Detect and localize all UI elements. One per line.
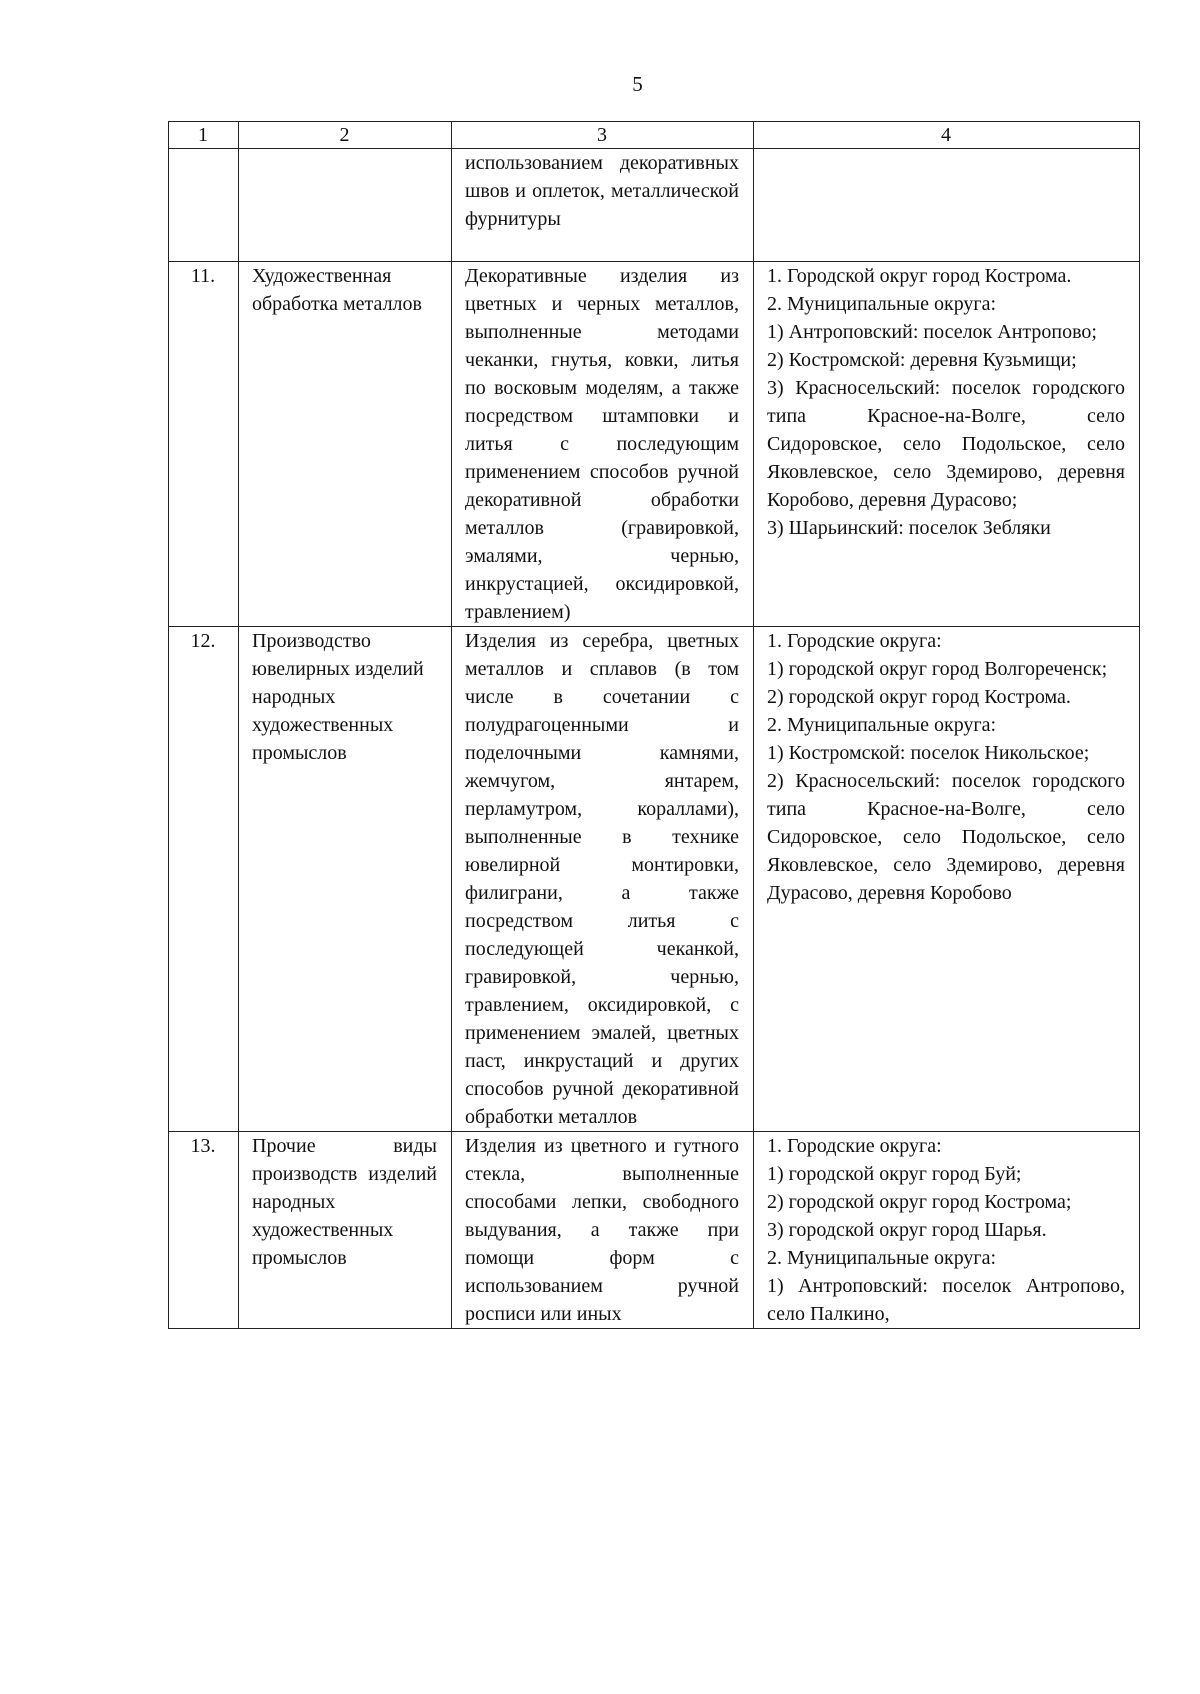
row-number: 11. [169, 262, 239, 627]
craft-products: использованием декоративных швов и оплеток, металлической фурнитуры [452, 149, 754, 262]
craft-products: Изделия из серебра, цветных металлов и сплавов (в том числе в сочетании с полудрагоценными и поделочными камнями, жемчугом, янтарем, перламутром, кораллами), выполненные в технике ювелирной монтировки, филиграни, а также посредством литья с последующей чеканкой, гравировкой, чернью, травлением, оксидировкой, с применением эмалей, цветных паст, инкрустаций и других способов ручной декоративной обработки металлов [452, 627, 754, 1132]
craft-products: Изделия из цветного и гутного стекла, выполненные способами лепки, свободного выдувания, а также при помощи форм с использованием ручной росписи или иных [452, 1132, 754, 1329]
table-row [169, 1132, 1140, 1329]
craft-locations: 1. Городские округа: 1) городской округ город Буй; 2) городской округ город Кострома; 3) городской округ город Шарья. 2. Муниципальные округа: 1) Антроповский: поселок Антропово, село Палкино, [754, 1132, 1140, 1329]
craft-name: Прочие виды производств изделий народных художественных промыслов [239, 1132, 452, 1329]
crafts-table [168, 121, 1140, 1329]
table-row [169, 627, 1140, 1132]
row-number: 13. [169, 1132, 239, 1329]
craft-locations [754, 149, 1140, 262]
table-row [169, 149, 1140, 262]
column-header: 1 [169, 122, 239, 149]
craft-name: Производство ювелирных изделий народных художественных промыслов [239, 627, 452, 1132]
row-number [169, 149, 239, 262]
column-header: 3 [452, 122, 754, 149]
table-header-row [169, 122, 1140, 149]
craft-name [239, 149, 452, 262]
column-header: 2 [239, 122, 452, 149]
row-number: 12. [169, 627, 239, 1132]
page-number: 5 [632, 72, 643, 96]
craft-name: Художественная обработка металлов [239, 262, 452, 627]
craft-locations: 1. Городские округа: 1) городской округ город Волгореченск; 2) городской округ город Кострома. 2. Муниципальные округа: 1) Костромской: поселок Никольское; 2) Красносельский: поселок городского типа Красное-на-Волге, село Сидоровское, село Подольское, село Яковлевское, село Здемирово, деревня Дурасово, деревня Коробово [754, 627, 1140, 1132]
table-row [169, 262, 1140, 627]
craft-products: Декоративные изделия из цветных и черных металлов, выполненные методами чеканки, гнутья, ковки, литья по восковым моделям, а также посредством штамповки и литья с последующим применением способов ручной декоративной обработки металлов (гравировкой, эмалями, чернью, инкрустацией, оксидировкой, травлением) [452, 262, 754, 627]
column-header: 4 [754, 122, 1140, 149]
craft-locations: 1. Городской округ город Кострома. 2. Муниципальные округа: 1) Антроповский: поселок Антропово; 2) Костромской: деревня Кузьмищи; 3) Красносельский: поселок городского типа Красное-на-Волге, село Сидоровское, село Подольское, село Яковлевское, село Здемирово, деревня Коробово, деревня Дурасово; 3) Шарьинский: поселок Зебляки [754, 262, 1140, 627]
